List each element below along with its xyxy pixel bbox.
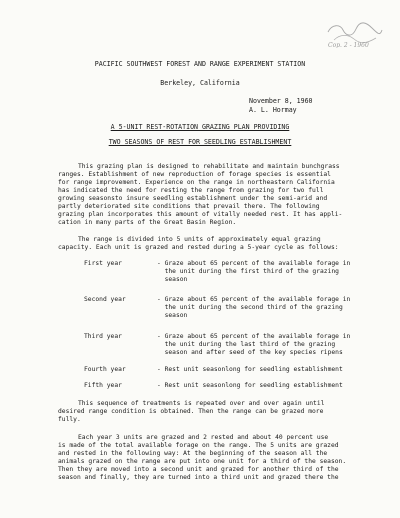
- schedule-year-label: First year: [84, 260, 122, 267]
- schedule-year-label: Fifth year: [84, 382, 122, 389]
- paragraph-line: The range is divided into 5 units of approximately equal grazing: [78, 236, 321, 243]
- paragraph-line: is made of the total available forage on the range. The 5 units are grazed: [58, 442, 339, 449]
- paragraph-line: grazing plan incorporates this amount of vitally needed rest. It has appli-: [58, 211, 343, 218]
- paragraph-line: partly deteriorated site conditions that prevail there. The following: [58, 203, 320, 210]
- schedule-year-description: - Rest unit seasonlong for seedling establishment: [157, 382, 343, 389]
- handwriting-icon: [326, 18, 384, 48]
- paragraph-line: desired range condition is obtained. Then the range can be grazed more: [58, 408, 324, 415]
- schedule-year-label: Second year: [84, 296, 126, 303]
- title-line-1: A 5-UNIT REST-ROTATION GRAZING PLAN PROVIDING: [110, 123, 290, 131]
- title-line-2: TWO SEASONS OF REST FOR SEEDLING ESTABLISHMENT: [108, 138, 292, 146]
- paragraph-line: ranges. Establishment of new reproduction of forage species is essential: [58, 171, 331, 178]
- paragraph-line: Then they are moved into a second unit and grazed for another third of the: [58, 466, 339, 473]
- paragraph-line: cation in many parts of the Great Basin Region.: [58, 219, 237, 226]
- schedule-year-label: Fourth year: [84, 366, 126, 373]
- schedule-year-description: - Graze about 65 percent of the available forage in: [157, 296, 351, 303]
- paragraph-line: fully.: [58, 416, 81, 423]
- paragraph-line: and rested in the following way: At the beginning of the season all the: [58, 450, 328, 457]
- schedule-year-description: - Graze about 65 percent of the available forage in: [157, 260, 351, 267]
- paragraph-line: for range improvement. Experience on the range in northeastern California: [58, 179, 335, 186]
- paragraph-line: This grazing plan is designed to rehabilitate and maintain bunchgrass: [78, 163, 340, 170]
- paragraph-line: animals grazed on the range are put into one unit for a third of the season.: [58, 458, 347, 465]
- paragraph-line: season and finally, they are turned into a third unit and grazed there the: [58, 474, 339, 481]
- paragraph-line: Each year 3 units are grazed and 2 rested and about 40 percent use: [78, 434, 329, 441]
- paragraph-line: growing seasonsto insure seedling establishment under the semi-arid and: [58, 195, 328, 202]
- schedule-year-description: the unit during the last third of the grazing: [157, 341, 336, 348]
- schedule-year-description: season: [157, 312, 188, 319]
- handwritten-note-text: Cop. 2 - 1960: [328, 42, 369, 48]
- schedule-year-description: season: [157, 276, 188, 283]
- station-location: Berkeley, California: [160, 79, 240, 87]
- schedule-year-description: - Rest unit seasonlong for seedling establishment: [157, 366, 343, 373]
- schedule-year-description: - Graze about 65 percent of the available forage in: [157, 333, 351, 340]
- station-heading: PACIFIC SOUTHWEST FOREST AND RANGE EXPERIMENT STATION: [94, 60, 306, 68]
- schedule-year-label: Third year: [84, 333, 122, 340]
- document-author: A. L. Hormay: [249, 106, 297, 114]
- handwritten-note: [326, 18, 384, 48]
- schedule-year-description: the unit during the first third of the grazing: [157, 268, 339, 275]
- paragraph-line: This sequence of treatments is repeated over and over again until: [78, 400, 325, 407]
- schedule-year-description: the unit during the second third of the grazing: [157, 304, 343, 311]
- paragraph-line: capacity. Each unit is grazed and rested during a 5-year cycle as follows:: [58, 244, 339, 251]
- paragraph-line: has indicated the need for resting the range from grazing for two full: [58, 187, 324, 194]
- document-date: November 8, 1960: [249, 97, 313, 105]
- schedule-year-description: season and after seed of the key species ripens: [157, 349, 343, 356]
